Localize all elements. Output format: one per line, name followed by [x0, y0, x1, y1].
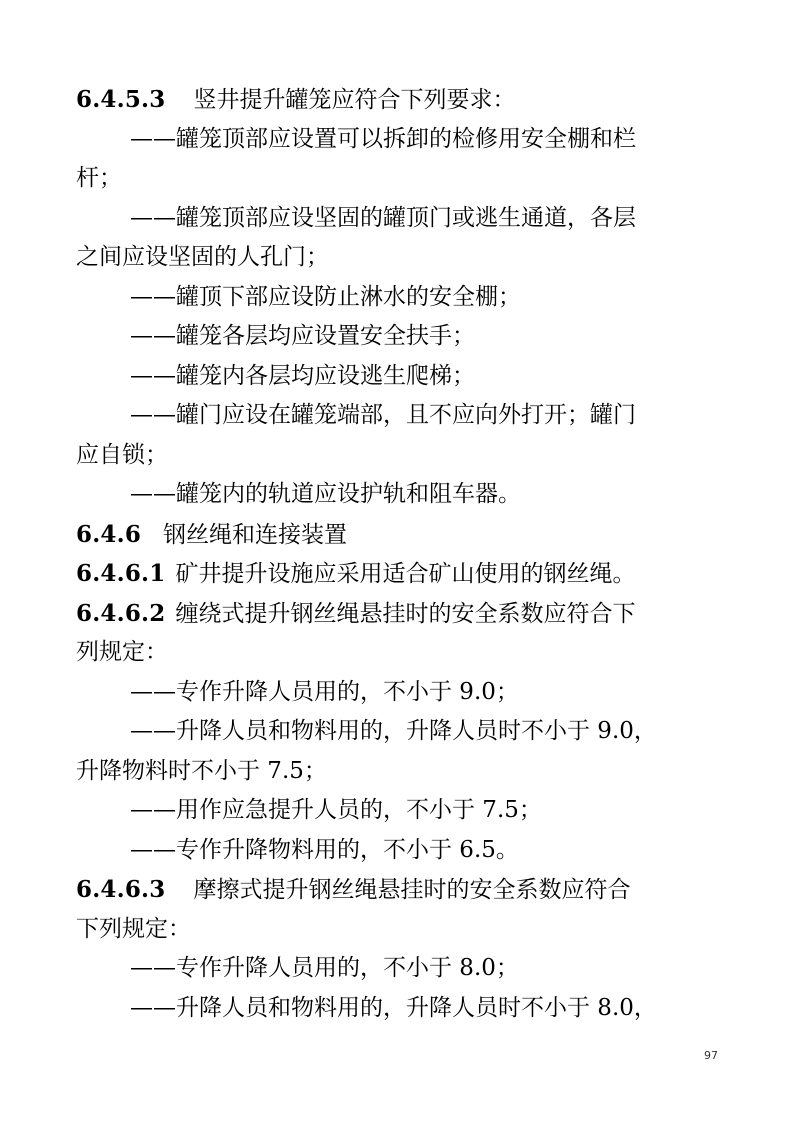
- section-title: 钢丝绳和连接装置: [163, 521, 348, 548]
- clause-number: 6.4.6.2: [76, 599, 166, 627]
- clause-title-continuation: 下列规定：: [76, 915, 191, 942]
- requirement-item-continuation: 应自锁；: [76, 441, 168, 468]
- requirement-item: ——罐笼内各层均应设逃生爬梯；: [130, 362, 475, 389]
- clause-title: 摩擦式提升钢丝绳悬挂时的安全系数应符合: [193, 877, 631, 903]
- requirement-item: ——罐笼各层均应设置安全扶手；: [130, 323, 475, 349]
- requirement-item-continuation: 升降物料时不小于 7.5；: [76, 757, 327, 784]
- requirement-item: ——专作升降物料用的，不小于 6.5。: [130, 836, 519, 863]
- clause-6-4-6-3-heading: [76, 870, 724, 910]
- requirement-item: ——专作升降人员用的，不小于 8.0；: [130, 955, 519, 981]
- clause-title: 竖井提升罐笼应符合下列要求：: [193, 87, 516, 113]
- document-page: [76, 80, 724, 1028]
- clause-6-4-6-1: [76, 554, 724, 594]
- requirement-item: ——罐门应设在罐笼端部，且不应向外打开；罐门: [130, 402, 636, 428]
- clause-number: 6.4.6.1: [76, 560, 166, 587]
- requirement-item: ——罐笼内的轨道应设护轨和阻车器。: [130, 481, 521, 507]
- requirement-item: ——升降人员和物料用的，升降人员时不小于 9.0，: [130, 718, 657, 744]
- requirement-item: ——用作应急提升人员的，不小于 7.5；: [130, 797, 542, 823]
- requirement-item: ——罐笼顶部应设置可以拆卸的检修用安全棚和栏: [130, 125, 636, 152]
- requirement-item: ——升降人员和物料用的，升降人员时不小于 8.0，: [130, 994, 657, 1021]
- requirement-item: ——罐笼顶部应设坚固的罐顶门或逃生通道，各层: [130, 204, 636, 231]
- clause-number: 6.4.5.3: [76, 86, 166, 113]
- section-6-4-6-heading: [76, 515, 724, 555]
- clause-6-4-5-3-heading: [76, 80, 724, 120]
- page-number: 97: [704, 1049, 718, 1062]
- clause-title-continuation: 列规定：: [76, 639, 168, 665]
- clause-text: 矿井提升设施应采用适合矿山使用的钢丝绳。: [175, 561, 636, 587]
- clause-6-4-6-2-heading: [76, 594, 724, 634]
- clause-number: 6.4.6.3: [76, 876, 166, 903]
- requirement-item-continuation: 之间应设坚固的人孔门；: [76, 244, 329, 270]
- clause-title: 缠绕式提升钢丝绳悬挂时的安全系数应符合下: [175, 600, 636, 627]
- requirement-item: ——专作升降人员用的，不小于 9.0；: [130, 678, 519, 705]
- section-number: 6.4.6: [76, 520, 142, 548]
- requirement-item-continuation: 杆；: [76, 165, 122, 191]
- requirement-item: ——罐顶下部应设防止淋水的安全棚；: [130, 283, 521, 310]
